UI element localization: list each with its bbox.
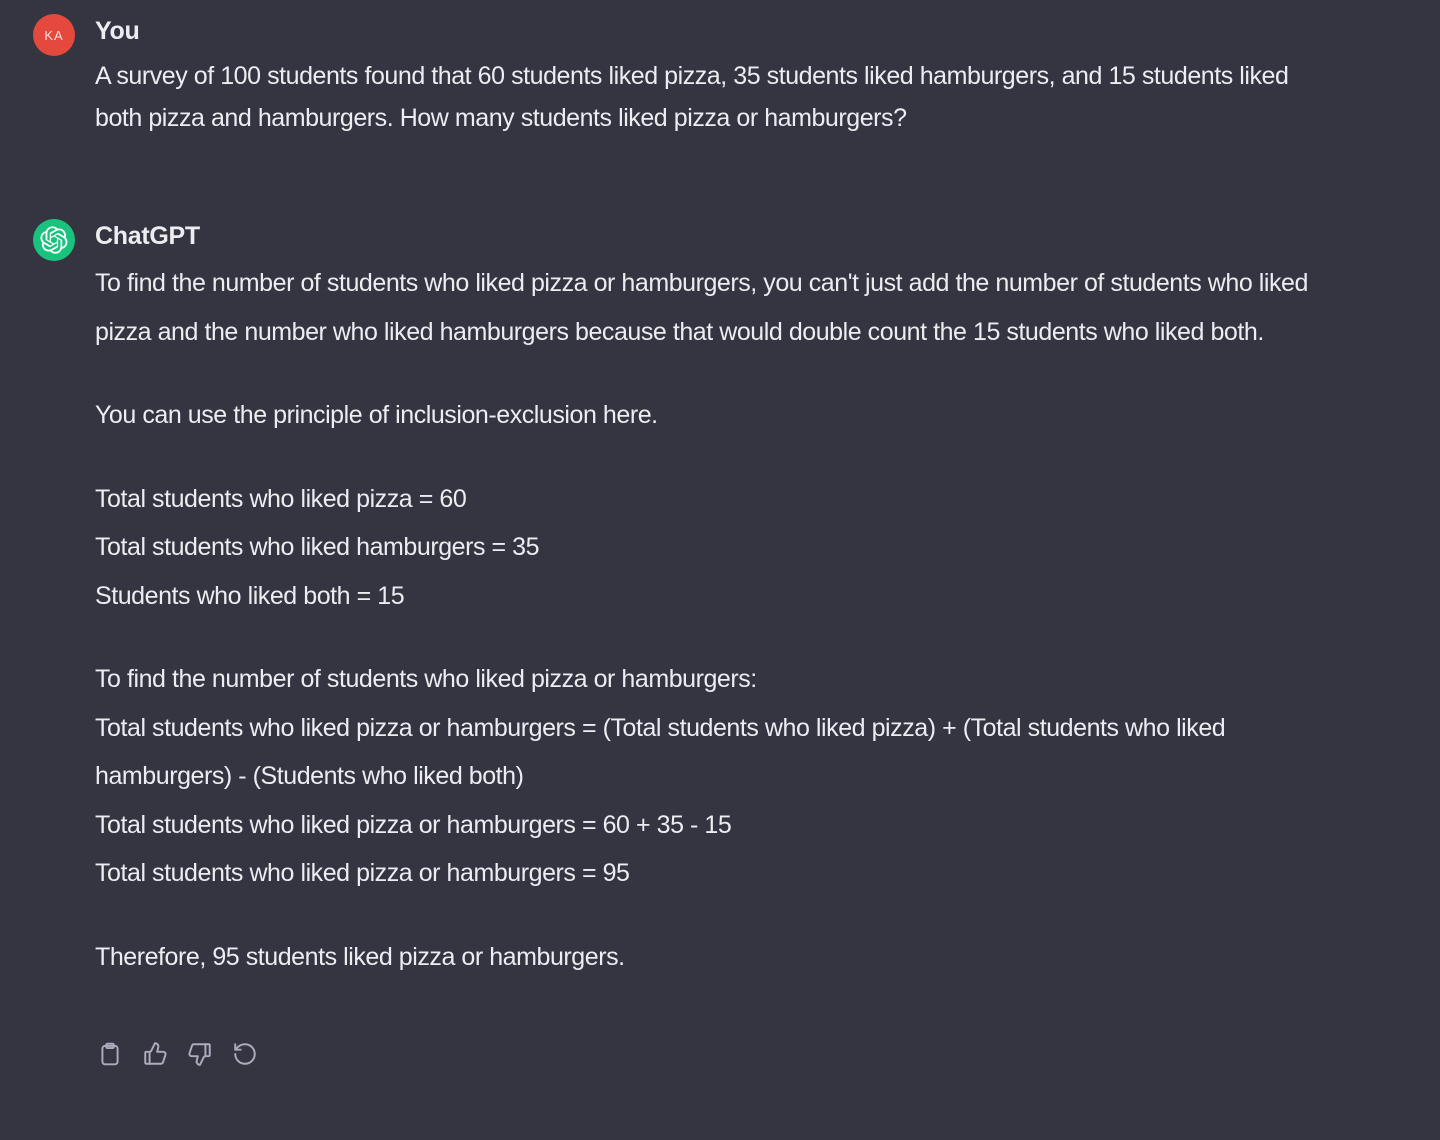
assistant-line: Total students who liked pizza or hamburgers = (Total students who liked pizza) + (Total students who liked hamburgers) - (Students who liked both) (95, 713, 1226, 790)
user-author-name: You (95, 17, 140, 45)
assistant-line: To find the number of students who liked pizza or hamburgers, you can't just add the number of students who liked pizza and the number who liked hamburgers because that would double count the 15 students who liked both. (95, 269, 1308, 346)
user-avatar (33, 14, 75, 56)
thumbs-up-icon (142, 1041, 168, 1067)
assistant-line: Total students who liked hamburgers = 35 (95, 533, 540, 561)
assistant-paragraph-4 (95, 655, 1310, 898)
assistant-line: You can use the principle of inclusion-exclusion here. (95, 401, 658, 429)
thumbs-up-button[interactable] (142, 1041, 168, 1067)
thumbs-down-icon (187, 1041, 213, 1067)
assistant-line: Therefore, 95 students liked pizza or hamburgers. (95, 942, 625, 971)
clipboard-icon (97, 1041, 123, 1067)
message-actions (97, 1041, 258, 1067)
assistant-paragraph-5 (95, 933, 1310, 982)
assistant-line: Total students who liked pizza = 60 (95, 484, 467, 513)
assistant-line: Total students who liked pizza or hamburgers = 60 + 35 - 15 (95, 810, 732, 839)
user-message-text: A survey of 100 students found that 60 students liked pizza, 35 students liked hamburgers, and 15 students liked both pizza and hamburgers. How many students liked pizza or hamburgers? (95, 62, 1289, 132)
assistant-message-text (95, 259, 1310, 981)
user-avatar-initials: KA (44, 27, 64, 43)
openai-logo-icon (40, 226, 68, 254)
regenerate-button[interactable] (232, 1041, 258, 1067)
assistant-paragraph-2 (95, 391, 1310, 440)
assistant-author-name: ChatGPT (95, 222, 200, 250)
assistant-paragraph-1 (95, 259, 1310, 356)
assistant-line: To find the number of students who liked pizza or hamburgers: (95, 665, 757, 693)
assistant-line: Total students who liked pizza or hamburgers = 95 (95, 859, 630, 887)
assistant-avatar (33, 219, 75, 261)
copy-button[interactable] (97, 1041, 123, 1067)
thumbs-down-button[interactable] (187, 1041, 213, 1067)
regenerate-icon (232, 1041, 258, 1067)
assistant-line: Students who liked both = 15 (95, 581, 405, 610)
assistant-paragraph-3 (95, 475, 1310, 621)
